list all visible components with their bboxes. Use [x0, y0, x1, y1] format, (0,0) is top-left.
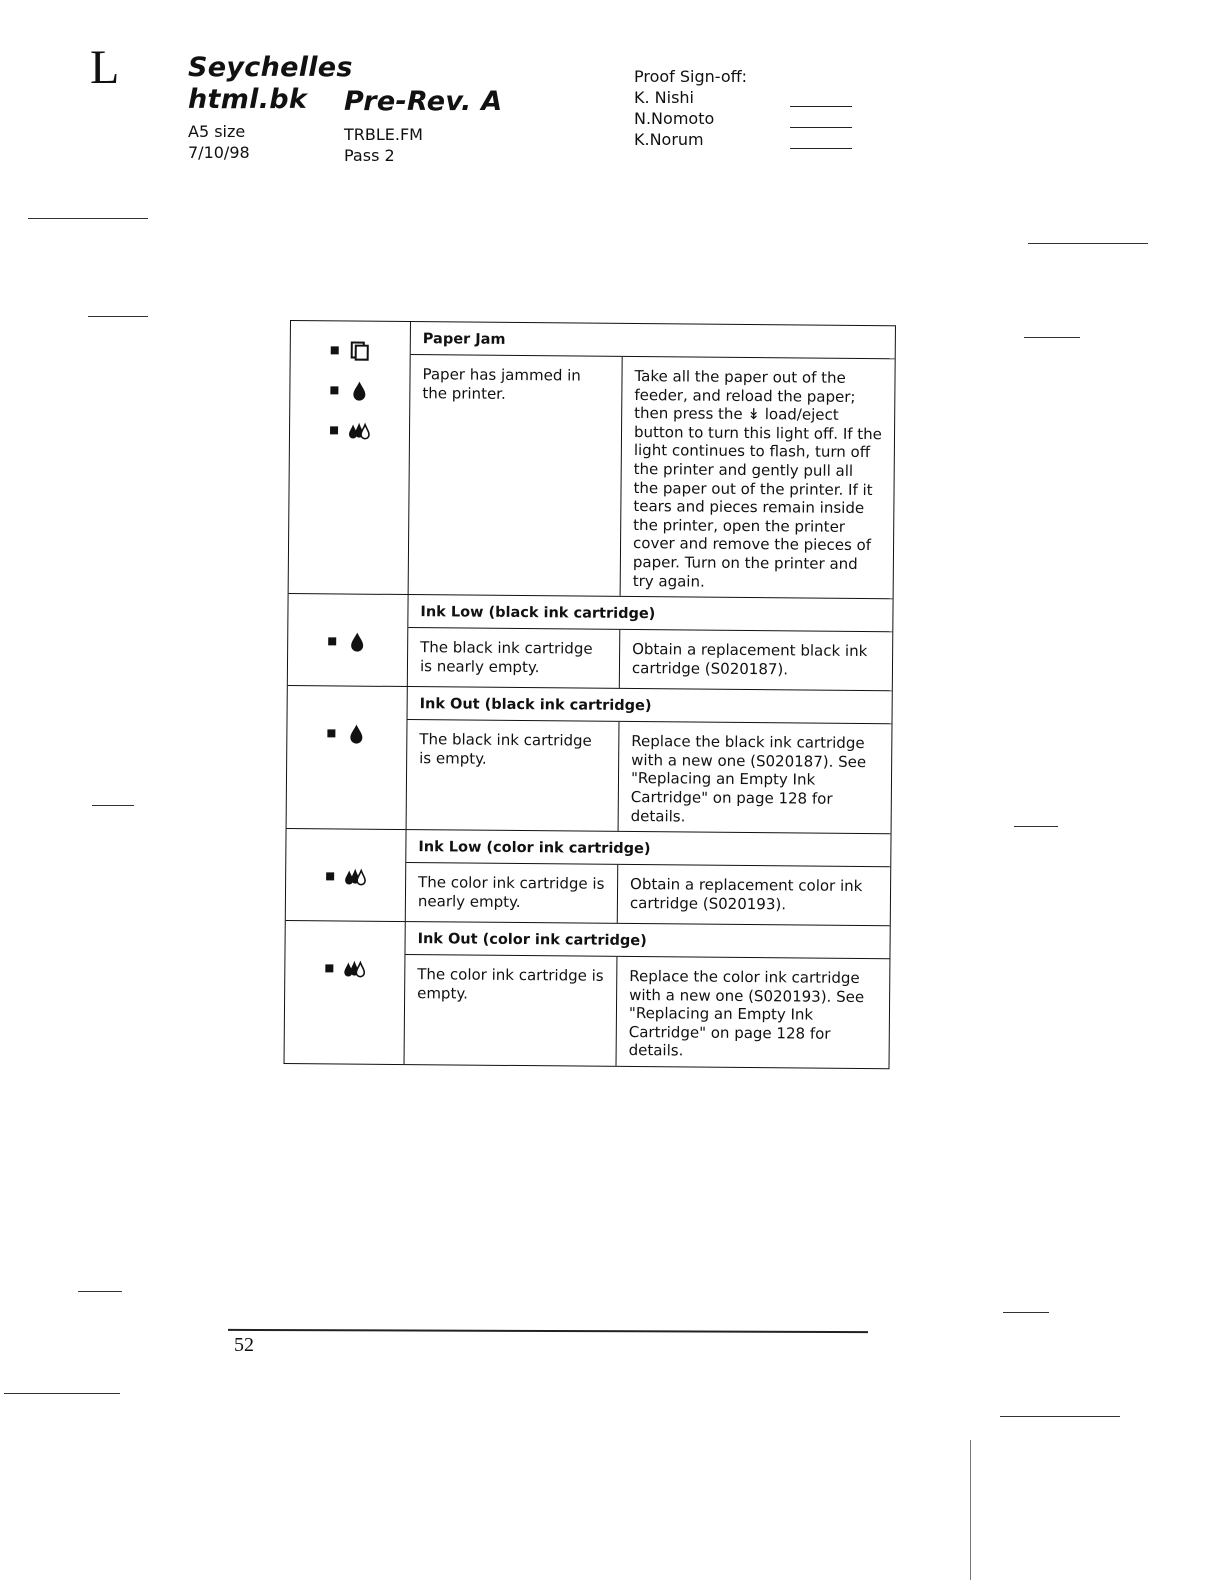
light-square-icon	[330, 386, 338, 394]
date-label: 7/10/98	[188, 143, 250, 162]
black-ink-icon	[346, 631, 368, 653]
light-square-icon	[330, 426, 338, 434]
table-row	[288, 593, 893, 690]
crop-mark	[92, 805, 134, 806]
crop-mark	[1000, 1416, 1120, 1417]
indicator-cell	[289, 321, 411, 594]
color-ink-icon	[344, 866, 366, 888]
crop-mark	[88, 316, 148, 317]
row-heading: Ink Low (color ink cartridge)	[406, 830, 890, 867]
black-ink-icon	[345, 723, 367, 745]
row-heading: Ink Low (black ink cartridge)	[408, 595, 892, 632]
condition-cell: The color ink cartridge is empty.	[405, 955, 618, 1066]
table-row	[286, 828, 891, 925]
light-square-icon	[330, 346, 338, 354]
light-square-icon	[325, 964, 333, 972]
solution-cell: Obtain a replacement black ink cartridge (S020187).	[631, 640, 868, 679]
meta-mid	[344, 124, 423, 166]
proof-label: Proof Sign-off:	[634, 67, 748, 86]
crop-mark	[1024, 337, 1080, 338]
condition-cell: The color ink cartridge is nearly empty.	[406, 863, 618, 923]
indicator-cell	[288, 594, 409, 686]
crop-mark	[28, 218, 148, 219]
crop-mark	[1028, 243, 1148, 244]
table-row	[287, 685, 892, 833]
color-ink-icon	[347, 420, 369, 442]
book-title: Seychelles	[188, 52, 353, 83]
book-file: html.bk	[188, 84, 308, 115]
page-number: 52	[234, 1334, 254, 1356]
solution-cell: Take all the paper out of the feeder, and reload the paper; then press the ↡ load/eject button to turn this light off. If the light continues to flash, turn off the printer and gently pull all the paper out of the printer. If it tears and pieces remain inside the printer, open the printer cover and remove the pieces of paper. Turn on the printer and try again.	[632, 367, 883, 591]
light-square-icon	[327, 729, 335, 737]
light-square-icon	[328, 637, 336, 645]
crop-mark	[970, 1440, 971, 1580]
signature-line	[790, 106, 852, 107]
crop-mark	[78, 1291, 122, 1292]
indicator-cell	[285, 921, 406, 1064]
revision-label: Pre-Rev. A	[344, 86, 503, 117]
solution-cell: Replace the color ink cartridge with a new one (S020193). See "Replacing an Empty Ink Cartridge" on page 128 for details.	[628, 967, 865, 1060]
row-heading: Paper Jam	[411, 322, 895, 359]
crop-mark	[4, 1393, 120, 1394]
light-square-icon	[326, 872, 334, 880]
condition-cell: The black ink cartridge is nearly empty.	[408, 628, 620, 688]
crop-mark	[1003, 1312, 1049, 1313]
proof-signoff	[634, 66, 747, 150]
black-ink-icon	[348, 380, 370, 402]
footer-rule	[228, 1329, 868, 1333]
paper-icon	[348, 340, 370, 362]
color-ink-icon	[343, 958, 365, 980]
solution-cell: Obtain a replacement color ink cartridge (S020193).	[629, 875, 863, 914]
condition-cell: Paper has jammed in the printer.	[409, 355, 623, 596]
indicator-cell	[287, 686, 408, 829]
row-heading: Ink Out (color ink cartridge)	[405, 922, 889, 959]
signer-2: N.Nomoto	[634, 109, 715, 128]
pass-label: Pass 2	[344, 146, 395, 165]
signature-line	[790, 148, 852, 149]
signature-line	[790, 127, 852, 128]
signer-1: K. Nishi	[634, 88, 694, 107]
size-label: A5 size	[188, 122, 246, 141]
signer-3: K.Norum	[634, 130, 704, 149]
crop-mark	[1014, 826, 1058, 827]
table-row	[285, 920, 890, 1068]
indicator-cell	[286, 829, 407, 921]
table-row	[289, 321, 895, 598]
meta-left	[188, 121, 250, 163]
file-label: TRBLE.FM	[344, 125, 423, 144]
row-heading: Ink Out (black ink cartridge)	[408, 687, 892, 724]
condition-cell: The black ink cartridge is empty.	[407, 720, 620, 831]
indicator-table	[284, 320, 896, 1069]
corner-letter: L	[90, 41, 120, 94]
solution-cell: Replace the black ink cartridge with a new one (S020187). See "Replacing an Empty Ink Cartridge" on page 128 for details.	[630, 732, 867, 825]
